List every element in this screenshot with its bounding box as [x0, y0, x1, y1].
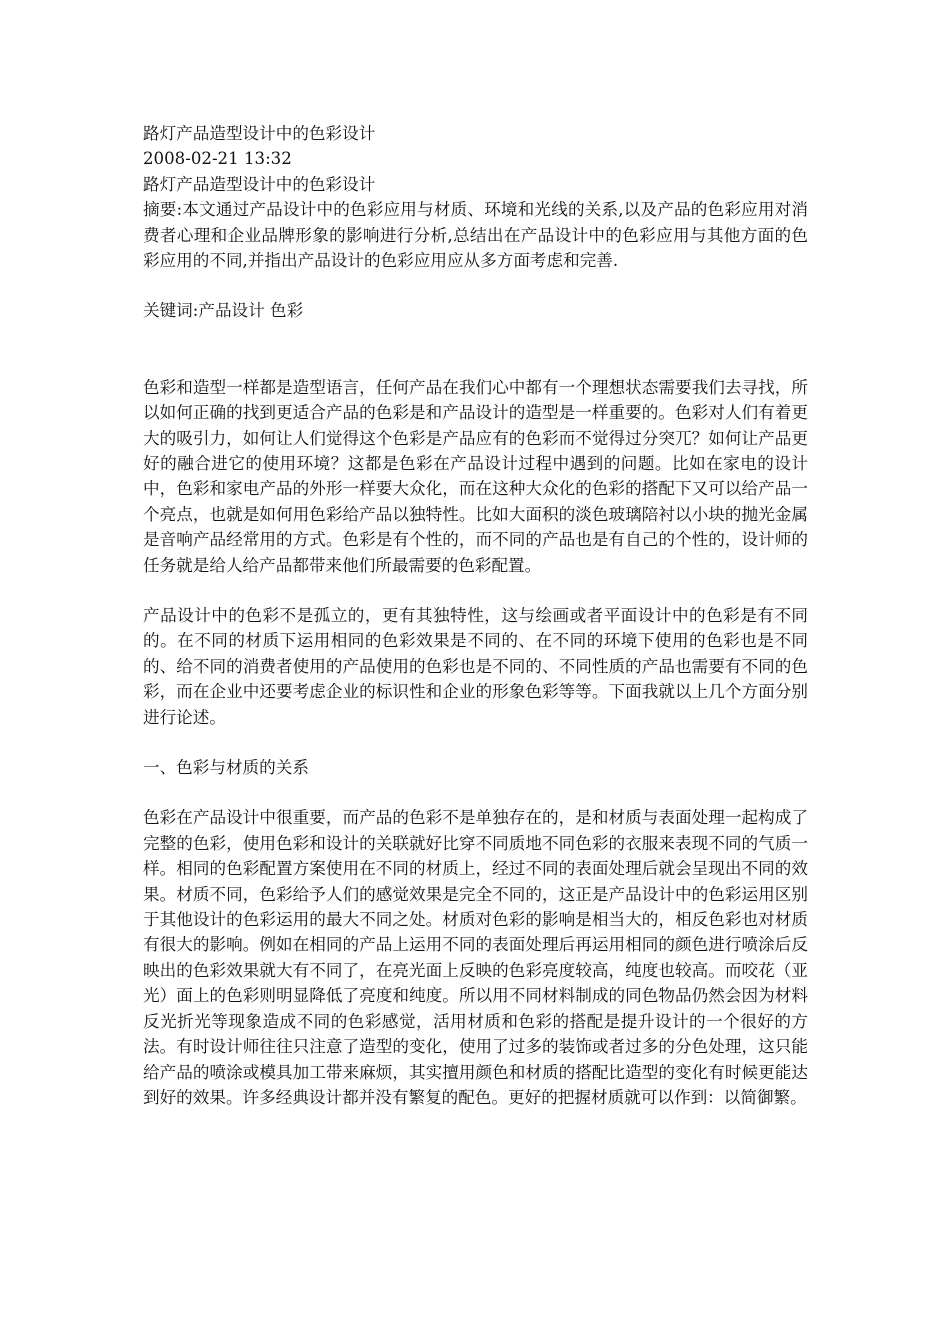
body-paragraph-2: 产品设计中的色彩不是孤立的，更有其独特性，这与绘画或者平面设计中的色彩是有不同的。在不同的材质下运用相同的色彩效果是不同的、在不同的环境下使用的色彩也是不同的、给不同的消费者使用的产品使用的色彩也是不同的、不同性质的产品也需要有不同的色彩，而在企业中还要考虑企业的标识性和企业的形象色彩等等。下面我就以上几个方面分别进行论述。	[143, 606, 808, 727]
body-paragraph-3: 色彩在产品设计中很重要，而产品的色彩不是单独存在的，是和材质与表面处理一起构成了完整的色彩，使用色彩和设计的关联就好比穿不同质地不同色彩的衣服来表现不同的气质一样。相同的色彩配置方案使用在不同的材质上，经过不同的表面处理后就会呈现出不同的效果。材质不同，色彩给予人们的感觉效果是完全不同的，这正是产品设计中的色彩运用区别于其他设计的色彩运用的最大不同之处。材质对色彩的影响是相当大的，相反色彩也对材质有很大的影响。例如在相同的产品上运用不同的表面处理后再运用相同的颜色进行喷涂后反映出的色彩效果就大有不同了，在亮光面上反映的色彩亮度较高，纯度也较高。而咬花（亚光）面上的色彩则明显降低了亮度和纯度。所以用不同材料制成的同色物品仍然会因为材料反光折光等现象造成不同的色彩感觉，活用材质和色彩的搭配是提升设计的一个很好的方法。有时设计师往往只注意了造型的变化，使用了过多的装饰或者过多的分色处理，这只能给产品的喷涂或模具加工带来麻烦，其实擅用颜色和材质的搭配比造型的变化有时候更能达到好的效果。许多经典设计都并没有繁复的配色。更好的把握材质就可以作到：以简御繁。	[143, 808, 808, 1107]
body-paragraph-1: 色彩和造型一样都是造型语言，任何产品在我们心中都有一个理想状态需要我们去寻找，所以如何正确的找到更适合产品的色彩是和产品设计的造型是一样重要的。色彩对人们有着更大的吸引力，如何让人们觉得这个色彩是产品应有的色彩而不觉得过分突兀？如何让产品更好的融合进它的使用环境？这都是色彩在产品设计过程中遇到的问题。比如在家电的设计中，色彩和家电产品的外形一样要大众化，而在这种大众化的色彩的搭配下又可以给产品一个亮点，也就是如何用色彩给产品以独特性。比如大面积的淡色玻璃陪衬以小块的抛光金属是音响产品经常用的方式。色彩是有个性的，而不同的产品也是有自己的个性的，设计师的任务就是给人给产品都带来他们所最需要的色彩配置。	[143, 377, 808, 575]
keywords-line	[143, 298, 808, 323]
document-page	[143, 121, 808, 1110]
keyword-1: 产品设计	[198, 301, 265, 321]
publish-datetime: 2008-02-21 13:32	[143, 149, 292, 169]
keywords-label: 关键词:	[143, 301, 199, 321]
spacer	[143, 780, 808, 805]
spacer	[143, 578, 808, 603]
document-title: 路灯产品造型设计中的色彩设计	[143, 124, 376, 143]
keyword-2: 色彩	[270, 301, 304, 321]
section-heading-1: 一、色彩与材质的关系	[143, 758, 309, 778]
article-title: 路灯产品造型设计中的色彩设计	[143, 174, 376, 194]
abstract-paragraph: 摘要:本文通过产品设计中的色彩应用与材质、环境和光线的关系,以及产品的色彩应用对消费者心理和企业品牌形象的影响进行分析,总结出在产品设计中的色彩应用与其他方面的色彩应用的不同,并指出产品设计的色彩应用应从多方面考虑和完善.	[143, 200, 808, 270]
spacer	[143, 273, 808, 298]
spacer	[143, 324, 808, 375]
spacer	[143, 730, 808, 755]
